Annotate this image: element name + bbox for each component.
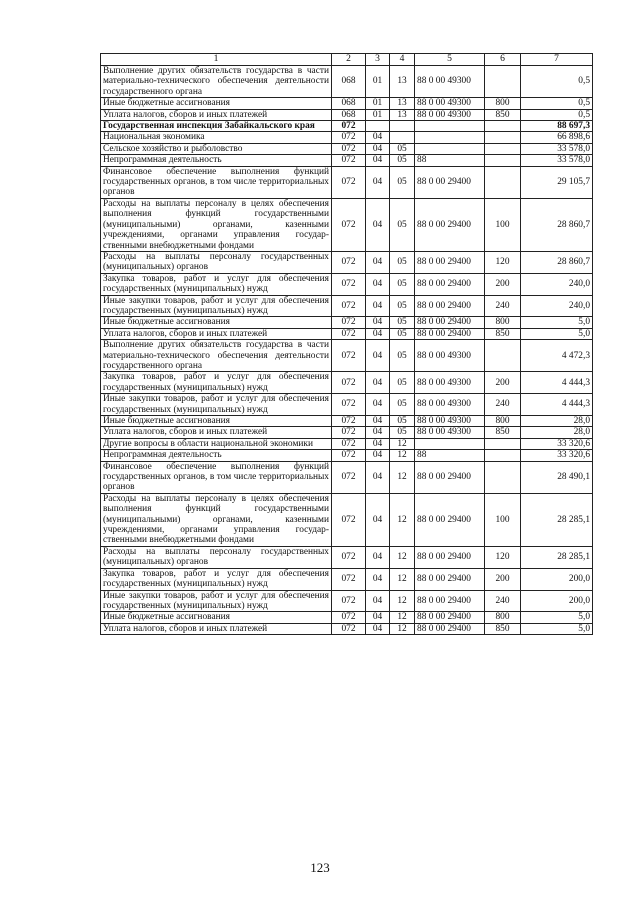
column-number: 7: [521, 54, 593, 66]
ministry-code-cell: 068: [332, 66, 366, 98]
ministry-code-cell: 072: [332, 273, 366, 295]
section-code-cell: 04: [366, 273, 390, 295]
subsection-code-cell: 13: [390, 98, 415, 109]
amount-cell: 5,0: [521, 317, 593, 328]
expense-name-cell: Уплата налогов, сборов и иных платежей: [101, 427, 332, 438]
target-article-cell: 88: [415, 155, 485, 166]
target-article-cell: 88 0 00 29400: [415, 568, 485, 590]
expense-name-cell: Иные бюджетные ассигнования: [101, 317, 332, 328]
ministry-code-cell: 072: [332, 438, 366, 449]
section-code-cell: 04: [366, 198, 390, 251]
table-row: [101, 317, 593, 328]
expense-type-cell: 120: [485, 546, 521, 568]
amount-cell: 66 898,6: [521, 132, 593, 143]
target-article-cell: 88 0 00 29400: [415, 546, 485, 568]
amount-cell: 4 444,3: [521, 394, 593, 416]
expense-name-cell: Национальная экономика: [101, 132, 332, 143]
expense-type-cell: [485, 121, 521, 132]
amount-cell: 200,0: [521, 568, 593, 590]
expense-name-cell: Выполнение других обязательств государства в части материально-технического обеспечения деятельности государственного органа: [101, 66, 332, 98]
ministry-code-cell: 072: [332, 121, 366, 132]
ministry-code-cell: 072: [332, 328, 366, 339]
table-row: [101, 340, 593, 372]
target-article-cell: 88 0 00 29400: [415, 317, 485, 328]
table-row: [101, 198, 593, 251]
section-code-cell: 04: [366, 166, 390, 198]
expense-type-cell: 800: [485, 98, 521, 109]
section-code-cell: 04: [366, 340, 390, 372]
target-article-cell: [415, 143, 485, 154]
section-code-cell: 04: [366, 623, 390, 634]
expense-type-cell: 100: [485, 198, 521, 251]
table-row: [101, 394, 593, 416]
subsection-code-cell: [390, 121, 415, 132]
ministry-code-cell: 072: [332, 612, 366, 623]
ministry-code-cell: 072: [332, 132, 366, 143]
amount-cell: 200,0: [521, 590, 593, 612]
expense-type-cell: [485, 166, 521, 198]
expense-name-cell: Финансовое обеспечение выполнения функций государственных органов, в том числе территориальных органов: [101, 461, 332, 493]
page-number: 123: [310, 860, 330, 875]
expense-type-cell: 200: [485, 273, 521, 295]
subsection-code-cell: 13: [390, 109, 415, 120]
table-row: [101, 623, 593, 634]
expense-type-cell: 240: [485, 394, 521, 416]
section-code-cell: 04: [366, 546, 390, 568]
section-code-cell: 04: [366, 328, 390, 339]
ministry-code-cell: 072: [332, 623, 366, 634]
subsection-code-cell: 12: [390, 438, 415, 449]
expense-type-cell: 800: [485, 416, 521, 427]
ministry-code-cell: 072: [332, 166, 366, 198]
ministry-code-cell: 072: [332, 251, 366, 273]
table-row: [101, 328, 593, 339]
ministry-code-cell: 072: [332, 450, 366, 461]
subsection-code-cell: 12: [390, 450, 415, 461]
expense-name-cell: Иные бюджетные ассигнования: [101, 416, 332, 427]
table-row: [101, 568, 593, 590]
ministry-code-cell: 072: [332, 317, 366, 328]
amount-cell: 28 285,1: [521, 546, 593, 568]
target-article-cell: 88 0 00 49300: [415, 340, 485, 372]
amount-cell: 28 860,7: [521, 198, 593, 251]
section-code-cell: 01: [366, 98, 390, 109]
column-number: 6: [485, 54, 521, 66]
section-code-cell: 04: [366, 461, 390, 493]
table-row: [101, 109, 593, 120]
subsection-code-cell: 05: [390, 273, 415, 295]
section-code-cell: 04: [366, 612, 390, 623]
amount-cell: 29 105,7: [521, 166, 593, 198]
ministry-code-cell: 072: [332, 198, 366, 251]
subsection-code-cell: 05: [390, 295, 415, 317]
expense-type-cell: [485, 66, 521, 98]
ministry-code-cell: 072: [332, 372, 366, 394]
subsection-code-cell: 12: [390, 612, 415, 623]
ministry-code-cell: 072: [332, 427, 366, 438]
table-row: [101, 273, 593, 295]
amount-cell: 28 285,1: [521, 493, 593, 546]
table-row: [101, 427, 593, 438]
table-row: [101, 143, 593, 154]
expense-type-cell: [485, 132, 521, 143]
subsection-code-cell: 12: [390, 493, 415, 546]
subsection-code-cell: 05: [390, 427, 415, 438]
table-row: [101, 612, 593, 623]
amount-cell: 0,5: [521, 98, 593, 109]
column-number: 3: [366, 54, 390, 66]
expense-name-cell: Расходы на выплаты персоналу в целях обеспечения выполнения функций государственными (муниципальными) органами, казенными учреждениями, органами управления государственными внебюджетными фондами: [101, 493, 332, 546]
target-article-cell: 88 0 00 49300: [415, 416, 485, 427]
expense-type-cell: [485, 340, 521, 372]
expense-name-cell: Расходы на выплаты персоналу государственных (муниципальных) органов: [101, 546, 332, 568]
expense-type-cell: 850: [485, 427, 521, 438]
expense-name-cell: Непрограммная деятельность: [101, 450, 332, 461]
amount-cell: 5,0: [521, 328, 593, 339]
amount-cell: 28,0: [521, 427, 593, 438]
section-code-cell: 04: [366, 295, 390, 317]
section-code-cell: 01: [366, 66, 390, 98]
amount-cell: 4 444,3: [521, 372, 593, 394]
amount-cell: 240,0: [521, 295, 593, 317]
target-article-cell: 88 0 00 49300: [415, 98, 485, 109]
expense-type-cell: [485, 450, 521, 461]
expense-name-cell: Закупка товаров, работ и услуг для обеспечения государственных (муниципальных) нужд: [101, 273, 332, 295]
expense-name-cell: Другие вопросы в области национальной экономики: [101, 438, 332, 449]
table-row: [101, 416, 593, 427]
expense-type-cell: 800: [485, 317, 521, 328]
expense-type-cell: 800: [485, 612, 521, 623]
ministry-code-cell: 072: [332, 546, 366, 568]
expense-name-cell: Закупка товаров, работ и услуг для обеспечения государственных (муниципальных) нужд: [101, 372, 332, 394]
target-article-cell: 88: [415, 450, 485, 461]
table-row: [101, 155, 593, 166]
expense-name-cell: Иные закупки товаров, работ и услуг для обеспечения государственных (муниципальных) нужд: [101, 295, 332, 317]
subsection-code-cell: 12: [390, 568, 415, 590]
subsection-code-cell: 12: [390, 546, 415, 568]
expense-name-cell: Непрограммная деятельность: [101, 155, 332, 166]
target-article-cell: 88 0 00 29400: [415, 328, 485, 339]
column-number: 1: [101, 54, 332, 66]
section-code-cell: 04: [366, 251, 390, 273]
expense-type-cell: 120: [485, 251, 521, 273]
subsection-code-cell: 05: [390, 340, 415, 372]
target-article-cell: 88 0 00 29400: [415, 251, 485, 273]
amount-cell: 33 578,0: [521, 155, 593, 166]
section-code-cell: 04: [366, 450, 390, 461]
ministry-code-cell: 072: [332, 394, 366, 416]
section-code-cell: 04: [366, 394, 390, 416]
subsection-code-cell: 05: [390, 251, 415, 273]
target-article-cell: [415, 132, 485, 143]
expense-type-cell: [485, 143, 521, 154]
table-row: [101, 132, 593, 143]
amount-cell: 5,0: [521, 623, 593, 634]
expense-name-cell: Уплата налогов, сборов и иных платежей: [101, 328, 332, 339]
ministry-code-cell: 072: [332, 295, 366, 317]
expense-name-cell: Расходы на выплаты персоналу в целях обеспечения выполнения функций государственными (муниципальными) органами, казенными учреждениями, органами управления государственными внебюджетными фондами: [101, 198, 332, 251]
section-code-cell: 04: [366, 568, 390, 590]
target-article-cell: 88 0 00 49300: [415, 66, 485, 98]
target-article-cell: 88 0 00 29400: [415, 295, 485, 317]
subsection-code-cell: 05: [390, 166, 415, 198]
table-row: [101, 66, 593, 98]
subsection-code-cell: 12: [390, 623, 415, 634]
target-article-cell: 88 0 00 29400: [415, 461, 485, 493]
target-article-cell: 88 0 00 29400: [415, 612, 485, 623]
section-code-cell: 01: [366, 109, 390, 120]
subsection-code-cell: 05: [390, 416, 415, 427]
column-number: 5: [415, 54, 485, 66]
ministry-code-cell: 072: [332, 155, 366, 166]
amount-cell: 240,0: [521, 273, 593, 295]
amount-cell: 88 697,3: [521, 121, 593, 132]
target-article-cell: 88 0 00 29400: [415, 273, 485, 295]
amount-cell: 5,0: [521, 612, 593, 623]
table-row: [101, 546, 593, 568]
amount-cell: 28 490,1: [521, 461, 593, 493]
section-code-cell: 04: [366, 132, 390, 143]
table-row: [101, 251, 593, 273]
target-article-cell: [415, 121, 485, 132]
column-number-row: [101, 54, 593, 66]
ministry-code-cell: 068: [332, 109, 366, 120]
expense-type-cell: [485, 155, 521, 166]
subsection-code-cell: 05: [390, 317, 415, 328]
target-article-cell: 88 0 00 29400: [415, 590, 485, 612]
amount-cell: 28,0: [521, 416, 593, 427]
section-code-cell: 04: [366, 493, 390, 546]
target-article-cell: 88 0 00 49300: [415, 394, 485, 416]
expense-name-cell: Выполнение других обязательств государства в части материально-технического обеспечения деятельности государственного органа: [101, 340, 332, 372]
subsection-code-cell: 12: [390, 590, 415, 612]
expense-type-cell: 200: [485, 568, 521, 590]
table-row: [101, 450, 593, 461]
table-row: [101, 372, 593, 394]
subsection-code-cell: 05: [390, 198, 415, 251]
subsection-code-cell: [390, 132, 415, 143]
table-body: [101, 54, 593, 635]
ministry-code-cell: 072: [332, 568, 366, 590]
expense-name-cell: Иные закупки товаров, работ и услуг для обеспечения государственных (муниципальных) нужд: [101, 394, 332, 416]
expense-name-cell: Финансовое обеспечение выполнения функций государственных органов, в том числе территориальных органов: [101, 166, 332, 198]
expense-name-cell: Уплата налогов, сборов и иных платежей: [101, 109, 332, 120]
amount-cell: 33 320,6: [521, 438, 593, 449]
target-article-cell: 88 0 00 49300: [415, 109, 485, 120]
expense-name-cell: Иные бюджетные ассигнования: [101, 98, 332, 109]
expense-type-cell: 100: [485, 493, 521, 546]
expense-name-cell: Расходы на выплаты персоналу государственных (муниципальных) органов: [101, 251, 332, 273]
section-code-cell: 04: [366, 438, 390, 449]
expense-name-cell: Государственная инспекция Забайкальского края: [101, 121, 332, 132]
ministry-code-cell: 068: [332, 98, 366, 109]
amount-cell: 28 860,7: [521, 251, 593, 273]
expense-name-cell: Сельское хозяйство и рыболовство: [101, 143, 332, 154]
subsection-code-cell: 12: [390, 461, 415, 493]
expense-name-cell: Иные бюджетные ассигнования: [101, 612, 332, 623]
subsection-code-cell: 05: [390, 143, 415, 154]
section-code-cell: 04: [366, 155, 390, 166]
section-code-cell: [366, 121, 390, 132]
amount-cell: 33 320,6: [521, 450, 593, 461]
section-code-cell: 04: [366, 317, 390, 328]
section-code-cell: 04: [366, 427, 390, 438]
ministry-code-cell: 072: [332, 493, 366, 546]
table-row: [101, 493, 593, 546]
target-article-cell: 88 0 00 29400: [415, 493, 485, 546]
table-row: [101, 295, 593, 317]
expense-name-cell: Закупка товаров, работ и услуг для обеспечения государственных (муниципальных) нужд: [101, 568, 332, 590]
ministry-code-cell: 072: [332, 340, 366, 372]
table-row: [101, 461, 593, 493]
target-article-cell: 88 0 00 29400: [415, 198, 485, 251]
amount-cell: 33 578,0: [521, 143, 593, 154]
amount-cell: 4 472,3: [521, 340, 593, 372]
table-row: [101, 590, 593, 612]
table-row: [101, 121, 593, 132]
ministry-code-cell: 072: [332, 461, 366, 493]
column-number: 2: [332, 54, 366, 66]
table-row: [101, 98, 593, 109]
amount-cell: 0,5: [521, 109, 593, 120]
ministry-code-cell: 072: [332, 416, 366, 427]
ministry-code-cell: 072: [332, 590, 366, 612]
table-row: [101, 438, 593, 449]
expense-type-cell: 850: [485, 623, 521, 634]
expense-type-cell: 200: [485, 372, 521, 394]
subsection-code-cell: 05: [390, 155, 415, 166]
subsection-code-cell: 13: [390, 66, 415, 98]
column-number: 4: [390, 54, 415, 66]
section-code-cell: 04: [366, 590, 390, 612]
target-article-cell: [415, 438, 485, 449]
expense-name-cell: Иные закупки товаров, работ и услуг для обеспечения государственных (муниципальных) нужд: [101, 590, 332, 612]
subsection-code-cell: 05: [390, 372, 415, 394]
ministry-code-cell: 072: [332, 143, 366, 154]
section-code-cell: 04: [366, 416, 390, 427]
target-article-cell: 88 0 00 49300: [415, 427, 485, 438]
budget-table: [100, 53, 593, 635]
target-article-cell: 88 0 00 29400: [415, 166, 485, 198]
expense-type-cell: 850: [485, 109, 521, 120]
amount-cell: 0,5: [521, 66, 593, 98]
expense-type-cell: 240: [485, 590, 521, 612]
subsection-code-cell: 05: [390, 394, 415, 416]
expense-type-cell: 850: [485, 328, 521, 339]
expense-type-cell: 240: [485, 295, 521, 317]
target-article-cell: 88 0 00 29400: [415, 623, 485, 634]
section-code-cell: 04: [366, 143, 390, 154]
expense-name-cell: Уплата налогов, сборов и иных платежей: [101, 623, 332, 634]
expense-type-cell: [485, 438, 521, 449]
target-article-cell: 88 0 00 49300: [415, 372, 485, 394]
section-code-cell: 04: [366, 372, 390, 394]
table-row: [101, 166, 593, 198]
subsection-code-cell: 05: [390, 328, 415, 339]
expense-type-cell: [485, 461, 521, 493]
